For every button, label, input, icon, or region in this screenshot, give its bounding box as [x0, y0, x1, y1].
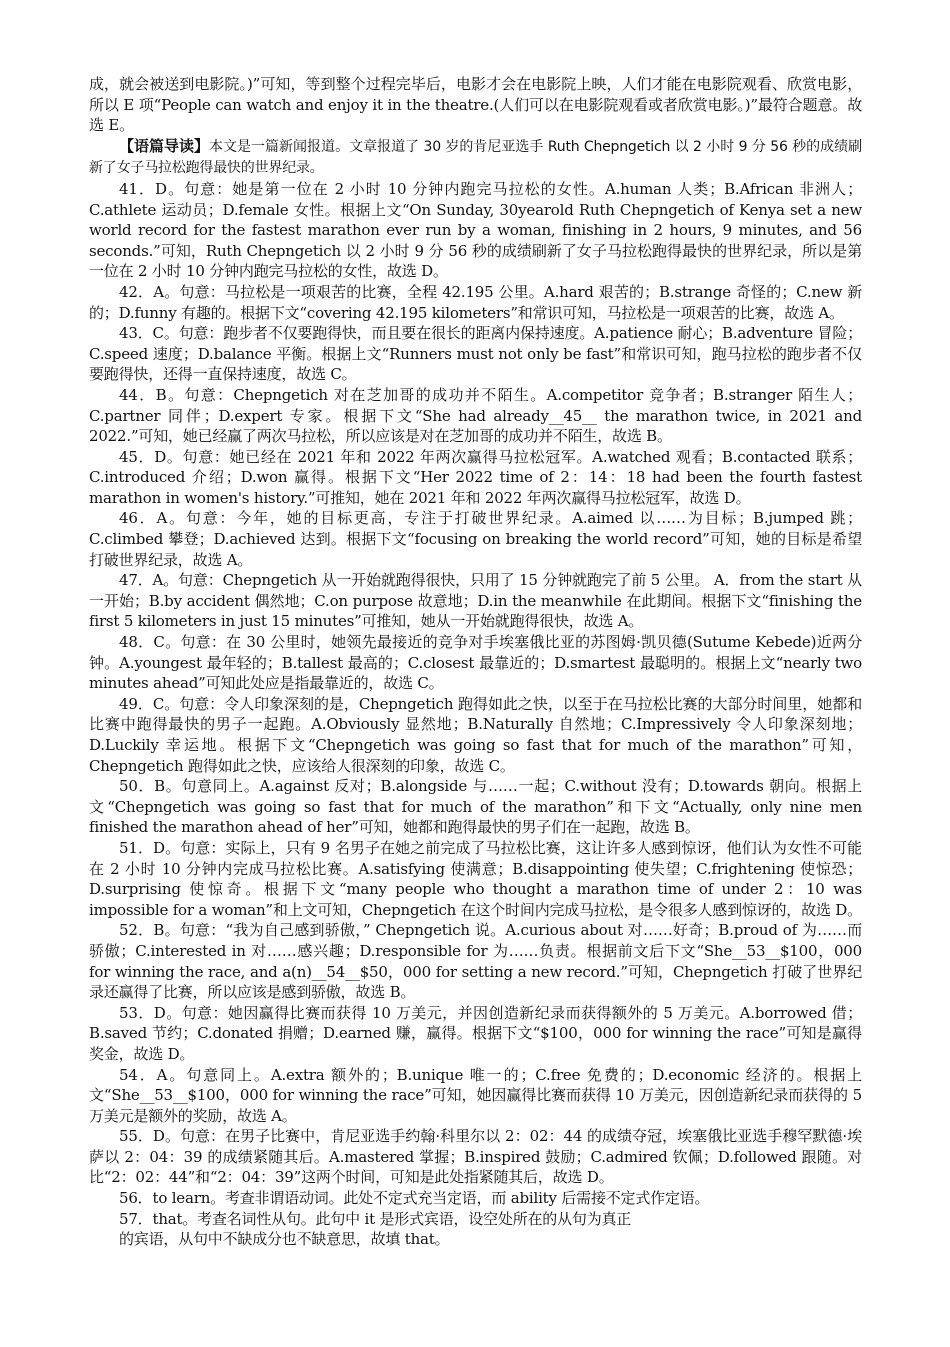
- answer-51: 51．D。句意：实际上，只有 9 名男子在她之前完成了马拉松比赛，这让许多人感到惊讶，他们认为女性不可能在 2 小时 10 分钟内完成马拉松比赛。A.satisfying 使满意；B.disappointing 使失望；C.frightening 使惊恐；D.surprising 使惊奇。根据下文“many people who thought a marathon time of under 2：10 was impossible for a woman”和上文可知，Chepngetich 在这个时间内完成马拉松，是令很多人感到惊讶的，故选 D。: [89, 838, 862, 919]
- answer-42: 42．A。句意：马拉松是一项艰苦的比赛，全程 42.195 公里。A.hard 艰苦的；B.strange 奇怪的；C.new 新的；D.funny 有趣的。根据下文“covering 42.195 kilometers”和常识可知，马拉松是一项艰苦的比赛，故选 A。: [89, 282, 862, 322]
- answer-52: 52．B。句意：“我为自己感到骄傲，” Chepngetich 说。A.curious about 对……好奇；B.proud of 为……而骄傲；C.interested in 对……感兴趣；D.responsible for 为……负责。根据前文后下文“She__53__$100，000 for winning the race, and a(n)__54__$50，000 for setting a new record.”可知，Chepngetich 打破了世界纪录还赢得了比赛，所以应该是感到骄傲，故选 B。: [89, 921, 862, 1002]
- answer-57: 57．that。考查名词性从句。此句中 it 是形式宾语，设空处所在的从句为真正: [119, 1209, 632, 1228]
- answer-48: 48．C。句意：在 30 公里时，她领先最接近的竞争对手埃塞俄比亚的苏图姆·凯贝德(Sutume Kebede)近两分钟。A.youngest 最年轻的；B.tallest 最高的；C.closest 最靠近的；D.smartest 最聪明的。根据上文“nearly two minutes ahead”可知此处应是指最靠近的，故选 C。: [89, 633, 862, 693]
- answer-57-continuation: 的宾语，从句中不缺成分也不缺意思，故填 that。: [119, 1230, 450, 1249]
- reading-guide-title: 【语篇导读】: [119, 136, 210, 155]
- reading-guide: [89, 136, 862, 179]
- answer-55: 55．D。句意：在男子比赛中，肯尼亚选手约翰·科里尔以 2：02：44 的成绩夺冠，埃塞俄比亚选手穆罕默德·埃萨以 2：04：39 的成绩紧随其后。A.mastered 掌握；B.inspired 鼓励；C.admired 钦佩；D.followed 跟随。对比“2：02：44”和“2：04：39”这两个时间，可知是此处指紧随其后，故选 D。: [89, 1127, 862, 1187]
- answer-50: 50．B。句意同上。A.against 反对；B.alongside 与……一起；C.without 没有；D.towards 朝向。根据上文“Chepngetich was going so fast that for much of the marathon”和下文“Actually, only nine men finished the marathon ahead of her”可知，她都和跑得最快的男子们在一起跑，故选 B。: [89, 777, 862, 837]
- answer-44: 44．B。句意：Chepngetich 对在芝加哥的成功并不陌生。A.competitor 竞争者；B.stranger 陌生人；C.partner 同伴；D.expert 专家。根据下文“She had already__45__ the marathon twice, in 2021 and 2022.”可知，她已经赢了两次马拉松，所以应该是对在芝加哥的成功并不陌生，故选 B。: [89, 385, 862, 446]
- answer-54: 54．A。句意同上。A.extra 额外的；B.unique 唯一的；C.free 免费的；D.economic 经济的。根据上文“She__53__$100，000 for winning the race”可知，她因赢得比赛而获得 10 万美元，因创造新纪录而获得的 5 万美元是额外的奖励，故选 A。: [89, 1065, 862, 1125]
- answer-45: 45．D。句意：她已经在 2021 年和 2022 年两次赢得马拉松冠军。A.watched 观看；B.contacted 联系；C.introduced 介绍；D.won 赢得。根据下文“Her 2022 time of 2：14：18 had been the fourth fastest marathon in women's history.”可推知，她在 2021 年和 2022 年两次赢得马拉松冠军，故选 D。: [89, 447, 862, 507]
- answer-explanations: [89, 74, 862, 1250]
- paragraph-intro: 成，就会被送到电影院。)”可知，等到整个过程完毕后，电影才会在电影院上映，人们才能在电影院观看、欣赏电影，所以 E 项“People can watch and enjoy it in the theatre.(人们可以在电影院观看或者欣赏电影。)”最符合题意。故选 E。: [89, 75, 862, 135]
- answer-56: 56．to learn。考查非谓语动词。此处不定式充当定语，而 ability 后需接不定式作定语。: [119, 1189, 710, 1208]
- answer-43: 43．C。句意：跑步者不仅要跑得快，而且要在很长的距离内保持速度。A.patience 耐心；B.adventure 冒险；C.speed 速度；D.balance 平衡。根据上文“Runners must not only be fast”和常识可知，跑马拉松的跑步者不仅要跑得快，还得一直保持速度，故选 C。: [89, 324, 862, 384]
- reading-guide-body: 本文是一篇新闻报道。文章报道了 30 岁的肯尼亚选手 Ruth Chepngetich 以 2 小时 9 分 56 秒的成绩刷新了女子马拉松跑得最快的世界纪录。: [89, 138, 862, 177]
- answer-41: 41．D。句意：她是第一位在 2 小时 10 分钟内跑完马拉松的女性。A.human 人类；B.African 非洲人；C.athlete 运动员；D.female 女性。根据上文“On Sunday, 30yearold Ruth Chepngetich of Kenya set a new world record for the fastest marathon ever run by a woman, finishing in 2 hours, 9 minutes, and 56 seconds.”可知，Ruth Chepngetich 以 2 小时 9 分 56 秒的成绩刷新了女子马拉松跑得最快的世界纪录，所以是第一位在 2 小时 10 分钟内跑完马拉松的女性，故选 D。: [89, 179, 862, 281]
- answer-46: 46．A。句意：今年，她的目标更高，专注于打破世界纪录。A.aimed 以……为目标；B.jumped 跳；C.climbed 攀登；D.achieved 达到。根据下文“focusing on breaking the world record”可知，她的目标是希望打破世界纪录，故选 A。: [89, 509, 862, 569]
- answer-53: 53．D。句意：她因赢得比赛而获得 10 万美元，并因创造新纪录而获得额外的 5 万美元。A.borrowed 借；B.saved 节约；C.donated 捐赠；D.earned 赚，赢得。根据下文“$100，000 for winning the race”可知是赢得奖金，故选 D。: [89, 1003, 862, 1063]
- answer-47: 47．A。句意：Chepngetich 从一开始就跑得很快，只用了 15 分钟就跑完了前 5 公里。 A．from the start 从一开始；B.by accident 偶然地；C.on purpose 故意地；D.in the meanwhile 在此期间。根据下文“finishing the first 5 kilometers in just 15 minutes”可推知，她从一开始就跑得很快，故选 A。: [89, 571, 862, 631]
- answer-49: 49．C。句意：令人印象深刻的是，Chepngetich 跑得如此之快，以至于在马拉松比赛的大部分时间里，她都和比赛中跑得最快的男子一起跑。A.Obviously 显然地；B.Naturally 自然地；C.Impressively 令人印象深刻地；D.Luckily 幸运地。根据下文“Chepngetich was going so fast that for much of the marathon”可知，Chepngetich 跑得如此之快，应该给人很深刻的印象，故选 C。: [89, 694, 862, 775]
